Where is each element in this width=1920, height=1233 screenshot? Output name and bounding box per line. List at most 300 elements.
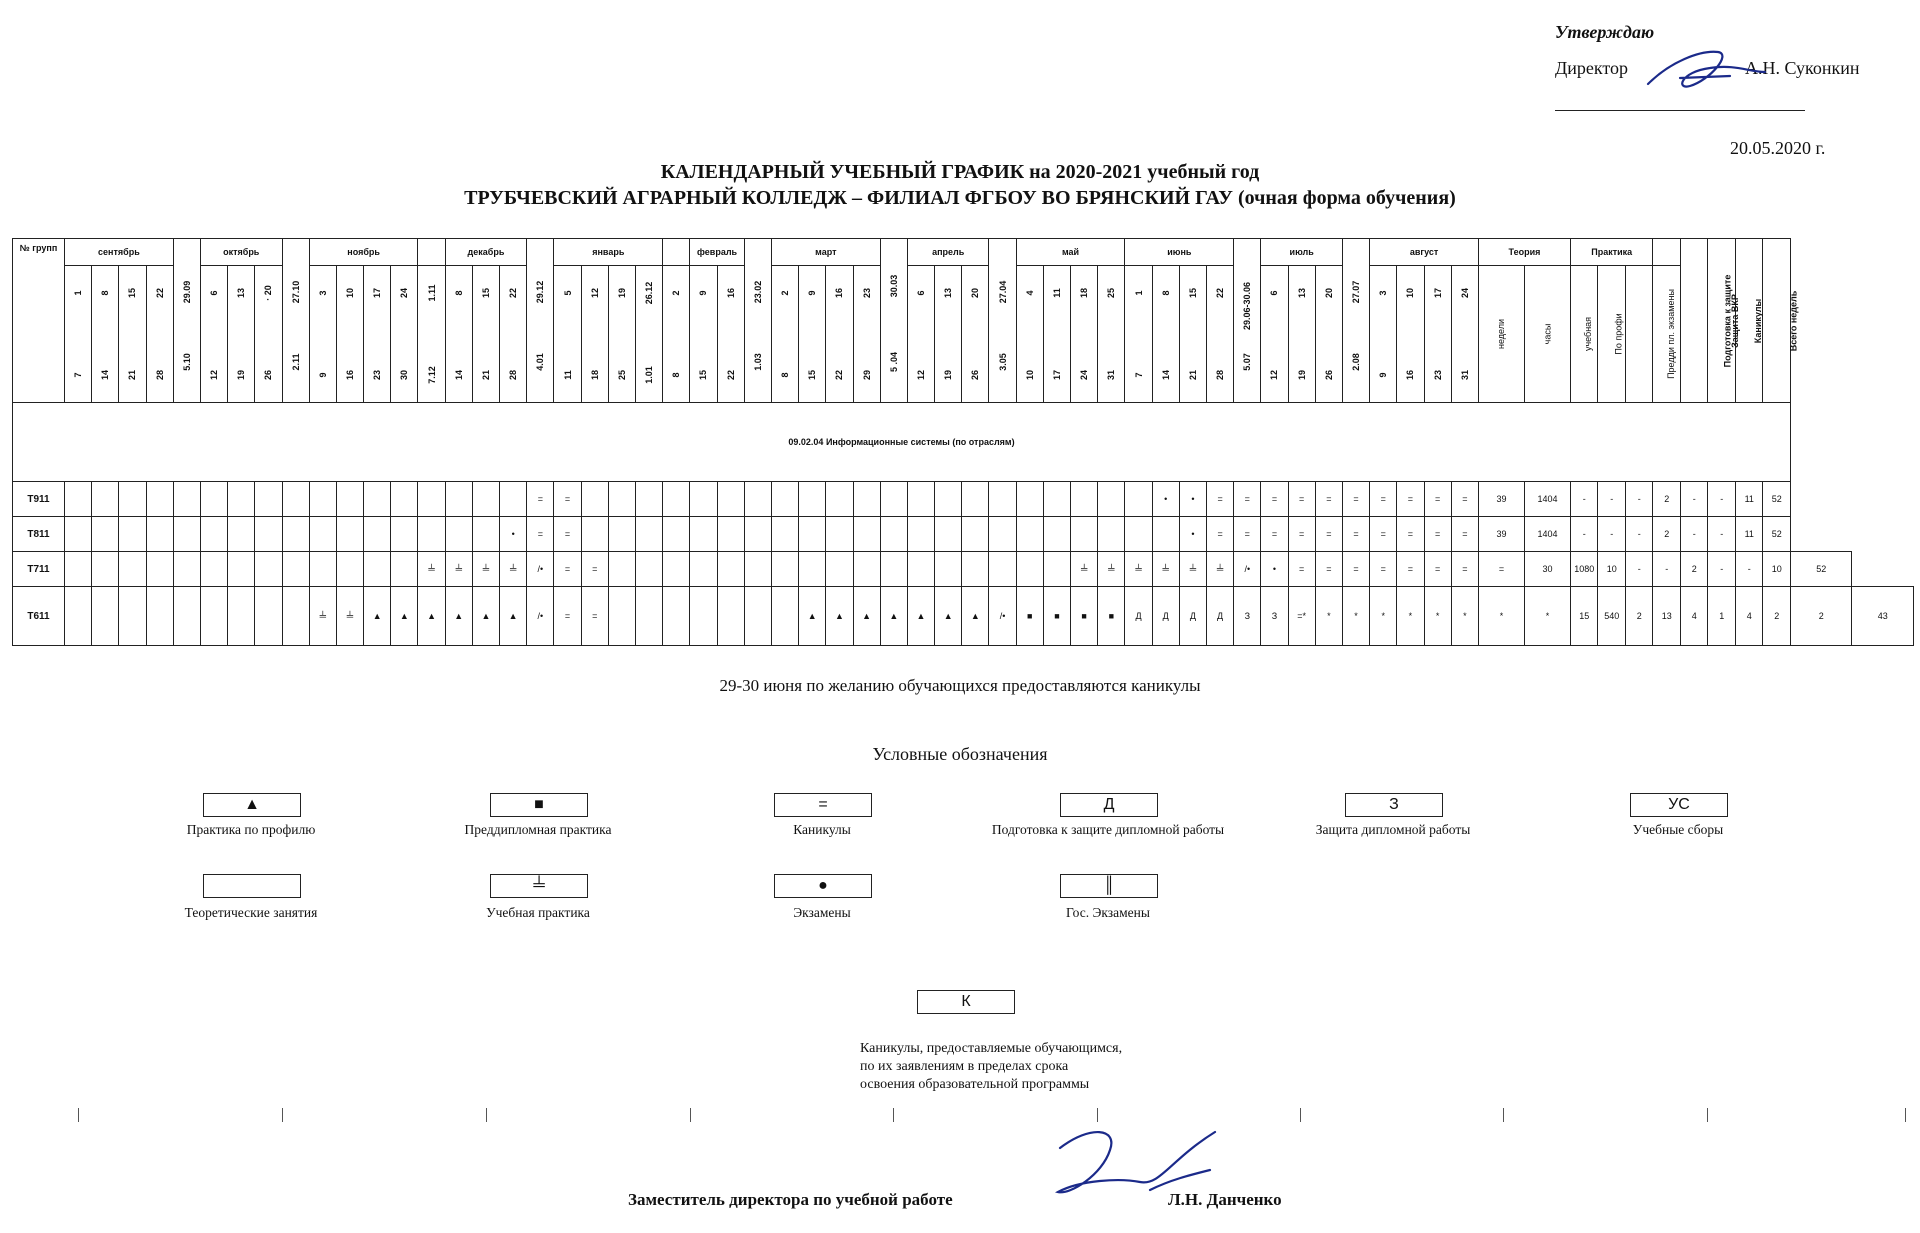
schedule-cell — [364, 552, 391, 587]
approval-title: Утверждаю — [1555, 22, 1655, 42]
summary-cell: - — [1625, 517, 1653, 552]
schedule-cell: ╧ — [1152, 552, 1179, 587]
schedule-cell: * — [1478, 587, 1524, 646]
week-header: 20 26 — [1315, 266, 1342, 403]
table-row — [13, 552, 1914, 587]
specialty-title: 09.02.04 Информационные системы (по отраслям) — [13, 403, 1791, 482]
schedule-cell: ▲ — [935, 587, 962, 646]
group-name: Т811 — [13, 517, 65, 552]
month-oct: октябрь — [200, 239, 282, 266]
transition-oct-nov: 27.10 2.11 — [282, 239, 309, 403]
schedule-cell: = — [1315, 482, 1342, 517]
schedule-cell — [65, 517, 92, 552]
schedule-cell: ■ — [1071, 587, 1098, 646]
legend-title: Условные обозначения — [872, 744, 1048, 764]
schedule-cell: ╧ — [1179, 552, 1206, 587]
schedule-cell: = — [1397, 517, 1424, 552]
schedule-cell — [65, 482, 92, 517]
director-signature-icon — [1640, 42, 1770, 102]
legend-symbol: ● — [774, 874, 872, 898]
schedule-cell: = — [1451, 552, 1478, 587]
transition-dec-jan: 29.12 4.01 — [527, 239, 554, 403]
summary-cell: - — [1625, 552, 1653, 587]
schedule-cell: = — [1342, 482, 1369, 517]
schedule-cell — [92, 482, 119, 517]
summary-cell: 13 — [1653, 587, 1681, 646]
week-header: 12 18 — [581, 266, 608, 403]
summary-cell: 39 — [1478, 482, 1524, 517]
schedule-cell: ■ — [1016, 587, 1043, 646]
schedule-cell — [119, 482, 146, 517]
schedule-cell — [173, 517, 200, 552]
schedule-cell: ▲ — [418, 587, 445, 646]
summary-cell: - — [1653, 552, 1681, 587]
summary-cell: 2 — [1653, 482, 1681, 517]
schedule-cell: ▲ — [391, 587, 418, 646]
schedule-cell: = — [1261, 517, 1288, 552]
schedule-cell: * — [1315, 587, 1342, 646]
schedule-cell: = — [581, 587, 608, 646]
summary-cell: - — [1598, 517, 1626, 552]
group-header: № групп — [13, 239, 65, 403]
week-header: 16 22 — [717, 266, 744, 403]
schedule-cell — [907, 517, 934, 552]
week-header: 1 7 — [1125, 266, 1152, 403]
schedule-cell — [1043, 517, 1070, 552]
summary-cell: - — [1735, 552, 1763, 587]
schedule-cell — [635, 482, 662, 517]
schedule-cell: = — [1315, 552, 1342, 587]
schedule-cell — [1043, 482, 1070, 517]
table-row — [13, 587, 1914, 646]
week-header: 2 8 — [663, 266, 690, 403]
schedule-cell — [146, 517, 173, 552]
month-apr: апрель — [907, 239, 989, 266]
week-header: 3 9 — [1370, 266, 1397, 403]
summary-cell: 43 — [1852, 587, 1914, 646]
schedule-cell — [282, 587, 309, 646]
week-header: 24 30 — [391, 266, 418, 403]
schedule-cell — [608, 482, 635, 517]
transition-mar-apr: 30.03 5 .04 — [880, 239, 907, 403]
summary-cell: - — [1680, 482, 1708, 517]
schedule-cell: * — [1424, 587, 1451, 646]
schedule-cell — [799, 482, 826, 517]
schedule-cell: ╧ — [500, 552, 527, 587]
summary-holidays-header: Каникулы — [1735, 239, 1763, 403]
schedule-cell — [1152, 517, 1179, 552]
schedule-cell — [907, 552, 934, 587]
schedule-cell — [935, 517, 962, 552]
summary-cell: - — [1598, 482, 1626, 517]
week-header: 10 16 — [1397, 266, 1424, 403]
week-header: 8 14 — [92, 266, 119, 403]
schedule-cell — [146, 482, 173, 517]
week-header: 22 28 — [500, 266, 527, 403]
summary-cell: 52 — [1763, 517, 1791, 552]
schedule-cell — [391, 552, 418, 587]
week-header: 25 31 — [1098, 266, 1125, 403]
schedule-cell — [173, 482, 200, 517]
transition-sep-oct: 29.09 5.10 — [173, 239, 200, 403]
week-header: 23 29 — [853, 266, 880, 403]
schedule-cell: * — [1451, 587, 1478, 646]
week-header: 15 21 — [119, 266, 146, 403]
legend-label: Защита дипломной работы — [1315, 822, 1471, 837]
legend-symbol — [203, 874, 301, 898]
schedule-cell — [200, 552, 227, 587]
summary-cell: 30 — [1524, 552, 1570, 587]
schedule-cell: З — [1234, 587, 1261, 646]
month-feb: февраль — [690, 239, 744, 266]
schedule-cell — [744, 482, 771, 517]
schedule-cell: ■ — [1043, 587, 1070, 646]
schedule-cell: • — [1261, 552, 1288, 587]
schedule-cell — [663, 587, 690, 646]
schedule-cell: /• — [527, 587, 554, 646]
schedule-cell — [1016, 482, 1043, 517]
schedule-cell — [255, 587, 282, 646]
week-header: 6 12 — [1261, 266, 1288, 403]
week-header: 8 14 — [1152, 266, 1179, 403]
summary-prep-header: Подготовка к защите — [1680, 239, 1708, 403]
summary-cell: - — [1708, 517, 1736, 552]
schedule-cell — [391, 517, 418, 552]
summary-cell: 11 — [1735, 517, 1763, 552]
schedule-cell — [418, 517, 445, 552]
summary-cell: 39 — [1478, 517, 1524, 552]
week-header: 2 8 — [771, 266, 798, 403]
month-jan-feb-gap — [663, 239, 690, 266]
schedule-cell — [336, 552, 363, 587]
schedule-cell: Д — [1179, 587, 1206, 646]
schedule-cell — [282, 517, 309, 552]
schedule-cell — [962, 517, 989, 552]
document-title: КАЛЕНДАРНЫЙ УЧЕБНЫЙ ГРАФИК на 2020-2021 учебный год — [660, 161, 1260, 183]
schedule-cell: = — [1207, 517, 1234, 552]
schedule-cell: /• — [1234, 552, 1261, 587]
schedule-cell — [119, 587, 146, 646]
schedule-cell — [255, 552, 282, 587]
summary-cell: 11 — [1735, 482, 1763, 517]
summary-cell: 52 — [1790, 552, 1852, 587]
week-header: 22 28 — [146, 266, 173, 403]
legend-label: Подготовка к защите дипломной работы — [991, 822, 1225, 837]
schedule-cell: = — [1424, 482, 1451, 517]
schedule-cell: З — [1261, 587, 1288, 646]
month-mar: март — [771, 239, 880, 266]
month-nov: ноябрь — [309, 239, 418, 266]
schedule-cell — [744, 517, 771, 552]
schedule-cell: ▲ — [799, 587, 826, 646]
schedule-cell — [989, 552, 1016, 587]
month-dec: декабрь — [445, 239, 527, 266]
schedule-cell — [962, 552, 989, 587]
practice-header: Практика — [1570, 239, 1653, 266]
month-nov-dec-gap — [418, 239, 445, 266]
schedule-cell — [1071, 482, 1098, 517]
schedule-cell — [608, 587, 635, 646]
summary-vkr-header: Защита ВКР — [1708, 239, 1736, 403]
legend-symbol: ▲ — [203, 793, 301, 817]
schedule-cell — [1016, 552, 1043, 587]
week-header: 17 23 — [1424, 266, 1451, 403]
transition-apr-may: 27.04 3.05 — [989, 239, 1016, 403]
week-header: 1 7 — [65, 266, 92, 403]
week-header: 16 22 — [826, 266, 853, 403]
schedule-cell: /• — [989, 587, 1016, 646]
week-header: 1.11 7.12 — [418, 266, 445, 403]
schedule-cell: ▲ — [472, 587, 499, 646]
week-header: 13 19 — [935, 266, 962, 403]
table-row — [13, 482, 1914, 517]
summary-cell: - — [1708, 482, 1736, 517]
schedule-cell: = — [1370, 482, 1397, 517]
summary-cell: 2 — [1680, 552, 1708, 587]
schedule-cell — [364, 482, 391, 517]
schedule-cell — [173, 552, 200, 587]
schedule-cell — [282, 552, 309, 587]
legend-symbol: ║ — [1060, 874, 1158, 898]
schedule-cell: = — [1424, 552, 1451, 587]
approval-underline — [1555, 110, 1805, 111]
summary-total-header: Всего недель — [1763, 239, 1791, 403]
schedule-cell — [336, 482, 363, 517]
week-header: 6 12 — [200, 266, 227, 403]
deputy-name: Л.Н. Данченко — [1168, 1190, 1282, 1209]
schedule-cell: = — [581, 552, 608, 587]
schedule-cell: = — [554, 482, 581, 517]
schedule-cell — [880, 552, 907, 587]
legend-label: Преддипломная практика — [464, 822, 612, 837]
summary-gap — [1653, 239, 1681, 266]
schedule-cell: ▲ — [364, 587, 391, 646]
schedule-cell: ╧ — [1125, 552, 1152, 587]
schedule-cell — [853, 552, 880, 587]
summary-cell: 1404 — [1524, 482, 1570, 517]
legend-label: Каникулы — [793, 822, 851, 837]
schedule-cell — [1125, 482, 1152, 517]
schedule-cell: ╧ — [418, 552, 445, 587]
week-header: 9 15 — [690, 266, 717, 403]
schedule-cell — [744, 552, 771, 587]
schedule-cell — [690, 517, 717, 552]
schedule-cell: ╧ — [445, 552, 472, 587]
schedule-cell: * — [1397, 587, 1424, 646]
summary-header: часы — [1524, 266, 1570, 403]
schedule-cell: ▲ — [880, 587, 907, 646]
legend-label: Практика по профилю — [186, 822, 316, 837]
schedule-cell — [418, 482, 445, 517]
schedule-cell: = — [1451, 517, 1478, 552]
legend-k-box: К — [917, 990, 1015, 1014]
summary-cell: 1404 — [1524, 517, 1570, 552]
transition-feb-mar: 23.02 1.03 — [744, 239, 771, 403]
schedule-cell — [65, 552, 92, 587]
group-name: Т911 — [13, 482, 65, 517]
schedule-cell: = — [1424, 517, 1451, 552]
schedule-cell: ■ — [1098, 587, 1125, 646]
week-header: 5 11 — [554, 266, 581, 403]
schedule-cell — [1098, 517, 1125, 552]
schedule-cell: = — [1234, 482, 1261, 517]
schedule-cell — [65, 587, 92, 646]
schedule-cell: = — [1451, 482, 1478, 517]
schedule-cell: ╧ — [1207, 552, 1234, 587]
schedule-cell — [690, 552, 717, 587]
schedule-cell — [472, 517, 499, 552]
transition-jun-jul: 29.06-30.06 5.07 — [1234, 239, 1261, 403]
schedule-cell — [853, 482, 880, 517]
week-header: 4 10 — [1016, 266, 1043, 403]
schedule-cell — [445, 482, 472, 517]
week-header: 10 16 — [336, 266, 363, 403]
schedule-cell — [309, 482, 336, 517]
schedule-cell: ╧ — [1098, 552, 1125, 587]
month-jun: июнь — [1125, 239, 1234, 266]
schedule-cell: ╧ — [1071, 552, 1098, 587]
week-header: 13 19 — [1288, 266, 1315, 403]
schedule-cell — [717, 552, 744, 587]
schedule-cell — [1125, 517, 1152, 552]
summary-cell: - — [1708, 552, 1736, 587]
week-header: 24 31 — [1451, 266, 1478, 403]
schedule-cell — [228, 587, 255, 646]
schedule-cell: * — [1342, 587, 1369, 646]
summary-cell: 10 — [1763, 552, 1791, 587]
schedule-cell — [119, 517, 146, 552]
document-subtitle: ТРУБЧЕВСКИЙ АГРАРНЫЙ КОЛЛЕДЖ – ФИЛИАЛ ФГБОУ ВО БРЯНСКИЙ ГАУ (очная форма обучения) — [464, 187, 1456, 209]
legend-symbol: = — [774, 793, 872, 817]
schedule-cell: • — [1179, 482, 1206, 517]
schedule-cell: Д — [1125, 587, 1152, 646]
schedule-cell — [200, 587, 227, 646]
legend-symbol: З — [1345, 793, 1443, 817]
schedule-cell — [717, 482, 744, 517]
schedule-cell — [336, 517, 363, 552]
schedule-cell — [663, 482, 690, 517]
schedule-cell — [228, 552, 255, 587]
week-header: 19 25 — [608, 266, 635, 403]
schedule-cell — [92, 587, 119, 646]
approval-role: Директор — [1555, 58, 1629, 78]
summary-header: учебная — [1570, 266, 1598, 403]
schedule-cell — [744, 587, 771, 646]
legend-label: Теоретические занятия — [184, 905, 318, 920]
schedule-cell — [228, 482, 255, 517]
schedule-cell: = — [1370, 517, 1397, 552]
schedule-cell — [635, 517, 662, 552]
legend-label: Гос. Экзамены — [1066, 905, 1150, 920]
schedule-cell: = — [1288, 482, 1315, 517]
summary-cell: 2 — [1653, 517, 1681, 552]
legend-label: Учебная практика — [486, 905, 590, 920]
schedule-cell — [717, 587, 744, 646]
month-header-row — [13, 239, 1914, 266]
legend-symbol: ■ — [490, 793, 588, 817]
schedule-cell — [200, 482, 227, 517]
schedule-cell: = — [1478, 552, 1524, 587]
schedule-cell: = — [527, 517, 554, 552]
schedule-cell: = — [554, 552, 581, 587]
schedule-cell — [663, 552, 690, 587]
deputy-role: Заместитель директора по учебной работе — [628, 1190, 953, 1209]
week-header: · 20 26 — [255, 266, 282, 403]
schedule-cell: = — [1207, 482, 1234, 517]
week-header: 15 21 — [1179, 266, 1206, 403]
summary-cell: 10 — [1598, 552, 1626, 587]
approval-name: А.Н. Суконкин — [1745, 58, 1860, 78]
month-jan: январь — [554, 239, 663, 266]
summary-cell: 1080 — [1570, 552, 1598, 587]
schedule-cell — [771, 482, 798, 517]
group-name: Т711 — [13, 552, 65, 587]
summary-cell: - — [1680, 517, 1708, 552]
schedule-cell — [935, 482, 962, 517]
schedule-cell — [635, 552, 662, 587]
summary-cell: 2 — [1790, 587, 1852, 646]
schedule-cell: • — [500, 517, 527, 552]
schedule-cell: ▲ — [962, 587, 989, 646]
schedule-cell: ▲ — [907, 587, 934, 646]
schedule-cell — [92, 517, 119, 552]
schedule-cell: = — [1288, 517, 1315, 552]
schedule-cell — [581, 482, 608, 517]
schedule-cell — [608, 517, 635, 552]
summary-cell: 2 — [1625, 587, 1653, 646]
schedule-cell: = — [1342, 517, 1369, 552]
legend-symbol: УС — [1630, 793, 1728, 817]
schedule-cell: • — [1152, 482, 1179, 517]
approval-date: 20.05.2020 г. — [1730, 138, 1826, 158]
schedule-cell: ▲ — [853, 587, 880, 646]
schedule-cell — [663, 517, 690, 552]
schedule-cell — [364, 517, 391, 552]
schedule-cell — [690, 587, 717, 646]
week-header: 9 15 — [799, 266, 826, 403]
summary-header: По профи — [1598, 266, 1626, 403]
schedule-cell — [200, 517, 227, 552]
legend-symbol: ╧ — [490, 874, 588, 898]
schedule-cell: = — [554, 587, 581, 646]
summary-cell: 2 — [1763, 587, 1791, 646]
week-header: 18 24 — [1071, 266, 1098, 403]
legend-label: Учебные сборы — [1632, 822, 1724, 837]
schedule-cell — [799, 517, 826, 552]
schedule-cell — [962, 482, 989, 517]
schedule-cell: = — [554, 517, 581, 552]
schedule-cell — [989, 482, 1016, 517]
schedule-cell: * — [1370, 587, 1397, 646]
schedule-cell — [472, 482, 499, 517]
schedule-cell: = — [527, 482, 554, 517]
schedule-cell — [1098, 482, 1125, 517]
schedule-cell — [853, 517, 880, 552]
month-aug: август — [1370, 239, 1479, 266]
schedule-cell — [255, 482, 282, 517]
schedule-cell — [799, 552, 826, 587]
schedule-cell: ╧ — [309, 587, 336, 646]
schedule-cell — [935, 552, 962, 587]
schedule-cell — [282, 482, 309, 517]
schedule-cell — [690, 482, 717, 517]
schedule-table — [12, 238, 1914, 646]
schedule-cell: = — [1397, 552, 1424, 587]
schedule-cell: = — [1261, 482, 1288, 517]
schedule-cell — [173, 587, 200, 646]
summary-cell: - — [1625, 482, 1653, 517]
week-header: 8 14 — [445, 266, 472, 403]
